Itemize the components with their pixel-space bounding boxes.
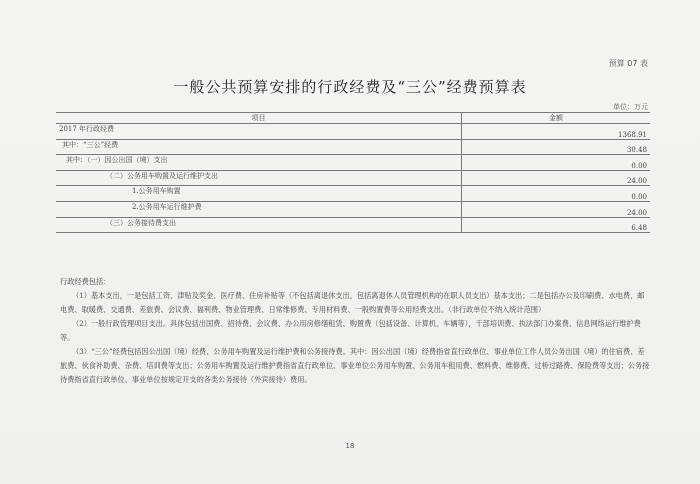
notes-heading: 行政经费包括： bbox=[60, 277, 111, 286]
table-row bbox=[56, 217, 650, 233]
row-amount: 24.00 bbox=[462, 201, 651, 217]
table-row bbox=[56, 170, 650, 186]
notes-section bbox=[60, 275, 650, 387]
row-label: 其中：（一）因公出国（境）支出 bbox=[56, 155, 462, 171]
note-paragraph: （1）基本支出，一是包括工资、津贴及奖金、医疗费、住房补贴等（不包括离退休支出，包括离退休人员管理机构的在职人员支出）基本支出；二是包括办公及印刷费、水电费、邮电费、取暖费、交通费、差旅费、会议费、福利费、物业管理费、日常维修费、专用材料费、一般购置费等公用经费支出。（非行政单位不纳入统计范围） bbox=[60, 291, 645, 314]
row-amount: 0.00 bbox=[462, 155, 651, 171]
row-amount: 30.48 bbox=[462, 139, 651, 155]
row-label: （二）公务用车购置及运行维护支出 bbox=[56, 170, 462, 186]
table-header-row bbox=[56, 113, 650, 124]
row-label: 2017 年行政经费 bbox=[56, 124, 462, 140]
page-number: 18 bbox=[345, 442, 355, 450]
row-amount: 1368.91 bbox=[462, 124, 651, 140]
row-amount: 24.00 bbox=[462, 170, 651, 186]
table-row bbox=[56, 139, 650, 155]
unit-label: 单位：万元 bbox=[613, 103, 648, 111]
column-header-amount: 金额 bbox=[462, 113, 651, 124]
row-amount: 6.48 bbox=[462, 217, 651, 233]
row-label: 2.公务用车运行维护费 bbox=[56, 201, 462, 217]
form-tag: 预算 07 表 bbox=[608, 59, 648, 68]
row-amount: 0.00 bbox=[462, 186, 651, 202]
table-row bbox=[56, 155, 650, 171]
table-row bbox=[56, 201, 650, 217]
budget-table bbox=[56, 112, 650, 233]
note-paragraph: （3）“三公”经费包括因公出国（境）经费、公务用车购置及运行维护费和公务接待费。其中：因公出国（境）经费指省直行政单位、事业单位工作人员公务出国（境）的住宿费、差旅费、伙食补助费、杂费、培训费等支出；公务用车购置及运行维护费指省直行政单位、事业单位公务用车购置、公务用车租用费、燃料费、维修费、过桥过路费、保险费等支出；公务接待费指省直行政单位、事业单位按规定开支的各类公务接待（外宾接待）费用。 bbox=[60, 347, 650, 384]
page-title: 一般公共预算安排的行政经费及“三公”经费预算表 bbox=[173, 78, 527, 96]
row-label: 其中：“三公”经费 bbox=[56, 139, 462, 155]
row-label: 1.公务用车购置 bbox=[56, 186, 462, 202]
note-paragraph: （2）一般行政管理项目支出。具体包括出国费、招待费、会议费、办公用房修缮租赁、购置费（包括设备、计算机、车辆等），干部培训费、执法部门办案费、信息网络运行维护费等。 bbox=[60, 319, 641, 342]
table-row bbox=[56, 124, 650, 140]
column-header-item: 项目 bbox=[56, 113, 462, 124]
row-label: （三）公务接待费支出 bbox=[56, 217, 462, 233]
table-row bbox=[56, 186, 650, 202]
